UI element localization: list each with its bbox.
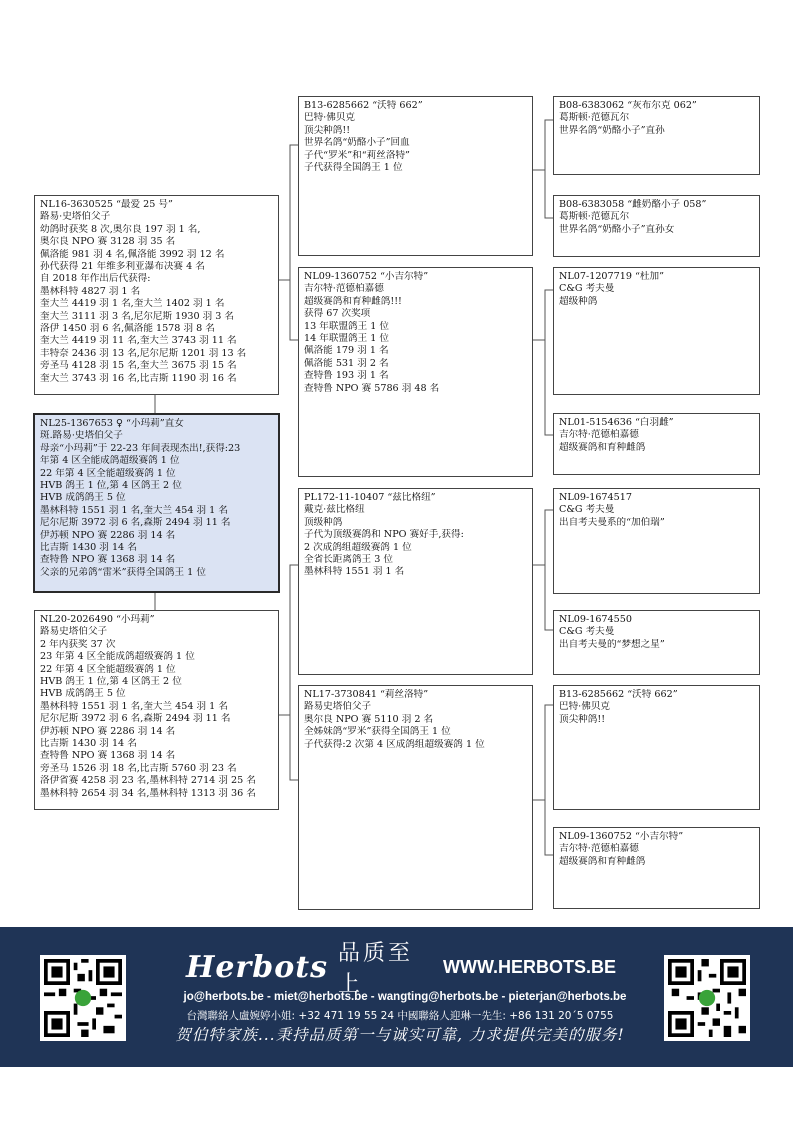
- father-line: 孙代获得 21 年维多利亚瀑布决赛 4 名: [40, 261, 205, 273]
- mff-card: [553, 488, 760, 594]
- mother-line: 尼尔尼斯 3972 羽 6 名,森斯 2494 羽 11 名: [40, 713, 231, 725]
- fmm-line: 吉尔特·范德柏嘉德: [559, 429, 639, 441]
- mfm-line: 出自考夫曼的“梦想之星”: [559, 638, 665, 650]
- maternal-grandmother-card: [298, 685, 533, 910]
- paternal-grandmother-card: [298, 267, 533, 477]
- father-line: 佩洛能 981 羽 4 名,佩洛能 3992 羽 12 名: [40, 248, 225, 260]
- mm-line: 子代获得:2 次第 4 区成鸽组超级赛鸽 1 位: [304, 738, 485, 750]
- fmm-card: [553, 413, 760, 475]
- father-line: 奎大兰 4419 羽 1 名,奎大兰 1402 羽 1 名: [40, 298, 225, 310]
- mmf-line: 顶尖种鸽!!: [559, 713, 606, 725]
- mmm-line: NL09-1360752 “小吉尔特”: [559, 831, 684, 842]
- mmm-line: 吉尔特·范德柏嘉德: [559, 843, 639, 855]
- subject-line: 母亲“小玛莉”于 22-23 年间表现杰出!,获得:23: [40, 442, 241, 454]
- fm-line: 佩洛能 531 羽 2 名: [304, 357, 389, 369]
- mm-line: NL17-3730841 “莉丝洛特”: [304, 689, 429, 700]
- father-card: [34, 195, 279, 395]
- father-line: 洛伊 1450 羽 6 名,佩洛能 1578 羽 8 名: [40, 323, 215, 335]
- subject-line: 墨林科特 1551 羽 1 名,奎大兰 454 羽 1 名: [40, 504, 228, 516]
- father-line: 幼鸽时获奖 8 次,奥尔良 197 羽 1 名,: [40, 223, 201, 235]
- fff-line: 世界名鸽“奶酪小子”直孙: [559, 124, 665, 136]
- mmf-card: [553, 685, 760, 810]
- mff-line: 出自考夫曼系的“加伯瑞”: [559, 516, 665, 528]
- maternal-grandfather-card: [298, 488, 533, 675]
- mfm-line: C&G 考夫曼: [559, 626, 615, 638]
- mother-line: HVB 鸽王 1 位,第 4 区鸽王 2 位: [40, 676, 182, 688]
- mother-line: 墨林科特 1551 羽 1 名,奎大兰 454 羽 1 名: [40, 700, 228, 712]
- qr-code-right[interactable]: [664, 955, 750, 1041]
- fff-line: 葛斯顿·范德瓦尔: [559, 112, 630, 124]
- subject-line: HVB 鸽王 1 位,第 4 区鸽王 2 位: [40, 480, 182, 492]
- paternal-grandfather-card: [298, 96, 533, 256]
- subject-line: 22 年第 4 区全能超级赛鸽 1 位: [40, 467, 176, 479]
- father-line: 路易·史塔伯父子: [40, 211, 111, 223]
- mother-line: 23 年第 4 区全能成鸽超级赛鸽 1 位: [40, 651, 195, 663]
- mff-line: NL09-1674517: [559, 492, 632, 503]
- herbots-logo: Herbots: [186, 949, 328, 985]
- fmf-line: NL07-1207719 “杜加”: [559, 271, 664, 282]
- contact-emails[interactable]: jo@herbots.be - miet@herbots.be - wangting@herbots.be - pieterjan@herbots.be: [183, 991, 627, 1003]
- mf-line: 戴克·兹比格纽: [304, 504, 365, 516]
- subject-line: 伊苏顿 NPO 赛 2286 羽 14 名: [40, 529, 176, 541]
- subject-line: 年第 4 区全能成鸽超级赛鸽 1 位: [40, 455, 180, 467]
- mmm-line: 超级赛鸽和育种雌鸽: [559, 855, 646, 867]
- subject-line: 尼尔尼斯 3972 羽 6 名,森斯 2494 羽 11 名: [40, 517, 231, 529]
- mf-line: 全省长距离鸽王 3 位: [304, 554, 393, 566]
- subject-line: 斑.路易·史塔伯父子: [40, 430, 123, 442]
- fmm-line: NL01-5154636 “白羽雌”: [559, 417, 674, 428]
- mmf-line: B13-6285662 “沃特 662”: [559, 689, 678, 700]
- mfm-card: [553, 610, 760, 675]
- mother-line: NL20-2026490 “小玛莉”: [40, 614, 155, 625]
- mm-line: 奥尔良 NPO 赛 5110 羽 2 名: [304, 713, 434, 725]
- ffm-card: [553, 195, 760, 257]
- mmm-card: [553, 827, 760, 909]
- subject-line: NL25-1367653 ♀ “小玛莉”直女: [40, 418, 184, 429]
- mother-card: [34, 610, 279, 810]
- fff-line: B08-6383062 “灰布尔克 062”: [559, 100, 697, 111]
- ff-line: 巴特·佛贝克: [304, 112, 356, 124]
- ff-line: 子代“罗米”和“莉丝洛特”: [304, 149, 410, 161]
- fm-line: 获得 67 次奖项: [304, 308, 371, 320]
- mm-line: 路易史塔伯父子: [304, 701, 372, 713]
- mother-line: 2 年内获奖 37 次: [40, 638, 116, 650]
- ff-line: 子代获得全国鸽王 1 位: [304, 162, 403, 174]
- father-line: 奥尔良 NPO 赛 3128 羽 35 名: [40, 236, 176, 248]
- father-line: NL16-3630525 “最爱 25 号”: [40, 199, 173, 210]
- subject-line: HVB 成鸽鸽王 5 位: [40, 492, 126, 504]
- fm-line: 超级赛鸽和育种雌鸽!!!: [304, 295, 402, 307]
- father-line: 旁圣马 4128 羽 15 名,奎大兰 3675 羽 15 名: [40, 360, 237, 372]
- fm-line: 查特鲁 193 羽 1 名: [304, 370, 389, 382]
- ff-line: B13-6285662 “沃特 662”: [304, 100, 423, 111]
- father-line: 墨林科特 4827 羽 1 名: [40, 285, 141, 297]
- subject-card: [33, 413, 280, 593]
- mf-line: PL172-11-10407 “兹比格纽”: [304, 492, 436, 503]
- mmf-line: 巴特·佛贝克: [559, 701, 611, 713]
- fmf-card: [553, 267, 760, 395]
- fm-line: 查特鲁 NPO 赛 5786 羽 48 名: [304, 382, 440, 394]
- fm-line: 佩洛能 179 羽 1 名: [304, 345, 389, 357]
- ffm-line: B08-6383058 “雌奶酪小子 058”: [559, 199, 707, 210]
- fmf-line: 超级种鸽: [559, 295, 598, 307]
- mother-line: 墨林科特 2654 羽 34 名,墨林科特 1313 羽 36 名: [40, 787, 256, 799]
- fm-line: 13 年联盟鸽王 1 位: [304, 320, 390, 332]
- fm-line: NL09-1360752 “小吉尔特”: [304, 271, 429, 282]
- mm-line: 全姊妹鸽“罗米”获得全国鸽王 1 位: [304, 726, 451, 738]
- company-motto: 贺伯特家族...秉持品质第一与诚实可靠, 力求提供完美的服务!: [175, 1026, 625, 1044]
- father-line: 奎大兰 4419 羽 11 名,奎大兰 3743 羽 11 名: [40, 335, 237, 347]
- mf-line: 墨林科特 1551 羽 1 名: [304, 566, 405, 578]
- mother-line: 洛伊省赛 4258 羽 23 名,墨林科特 2714 羽 25 名: [40, 775, 256, 787]
- subject-line: 查特鲁 NPO 赛 1368 羽 14 名: [40, 554, 176, 566]
- father-line: 丰特奈 2436 羽 13 名,尼尔尼斯 1201 羽 13 名: [40, 347, 247, 359]
- subject-line: 比吉斯 1430 羽 14 名: [40, 542, 137, 554]
- father-line: 奎大兰 3743 羽 16 名,比吉斯 1190 羽 16 名: [40, 372, 237, 384]
- mother-line: 路易史塔伯父子: [40, 626, 108, 638]
- qr-code-left[interactable]: [40, 955, 126, 1041]
- wechat-qr-icon: [44, 959, 122, 1037]
- brand-row: [186, 941, 616, 997]
- contact-phones: 台灣聯絡人盧婉婷小姐: +32 471 19 55 24 中國聯絡人迎琳一先生: +86 131 20´5 0755: [186, 1010, 614, 1022]
- fmf-line: C&G 考夫曼: [559, 283, 615, 295]
- fmm-line: 超级赛鸽和育种雌鸽: [559, 441, 646, 453]
- ffm-line: 葛斯顿·范德瓦尔: [559, 211, 630, 223]
- ffm-line: 世界名鸽“奶酪小子”直孙女: [559, 223, 675, 235]
- website-link[interactable]: WWW.HERBOTS.BE: [443, 956, 616, 977]
- mother-line: 22 年第 4 区全能超级赛鸽 1 位: [40, 663, 176, 675]
- mff-line: C&G 考夫曼: [559, 504, 615, 516]
- father-line: 自 2018 年作出后代获得:: [40, 273, 151, 285]
- brand-slogan: 品质至上: [337, 941, 413, 997]
- mfm-line: NL09-1674550: [559, 614, 632, 625]
- mother-line: 查特鲁 NPO 赛 1368 羽 14 名: [40, 750, 176, 762]
- mother-line: 比吉斯 1430 羽 14 名: [40, 738, 137, 750]
- mf-line: 顶级种鸽: [304, 516, 343, 528]
- fm-line: 14 年联盟鸽王 1 位: [304, 333, 390, 345]
- mother-line: 伊苏顿 NPO 赛 2286 羽 14 名: [40, 725, 176, 737]
- mother-line: HVB 成鸽鸽王 5 位: [40, 688, 126, 700]
- mf-line: 子代为顶级赛鸽和 NPO 赛好手,获得:: [304, 529, 464, 541]
- ff-line: 顶尖种鸽!!: [304, 124, 351, 136]
- subject-line: 父亲的兄弟鸽“雷米”获得全国鸽王 1 位: [40, 566, 206, 578]
- ff-line: 世界名鸽“奶酪小子”回血: [304, 137, 410, 149]
- fff-card: [553, 96, 760, 175]
- father-line: 奎大兰 3111 羽 3 名,尼尔尼斯 1930 羽 3 名: [40, 310, 235, 322]
- fm-line: 吉尔特·范德柏嘉德: [304, 283, 384, 295]
- mother-line: 旁圣马 1526 羽 18 名,比吉斯 5760 羽 23 名: [40, 762, 237, 774]
- footer-banner: [0, 927, 793, 1067]
- mf-line: 2 次成鸽组超级赛鸽 1 位: [304, 541, 412, 553]
- wechat-qr-icon: [668, 959, 746, 1037]
